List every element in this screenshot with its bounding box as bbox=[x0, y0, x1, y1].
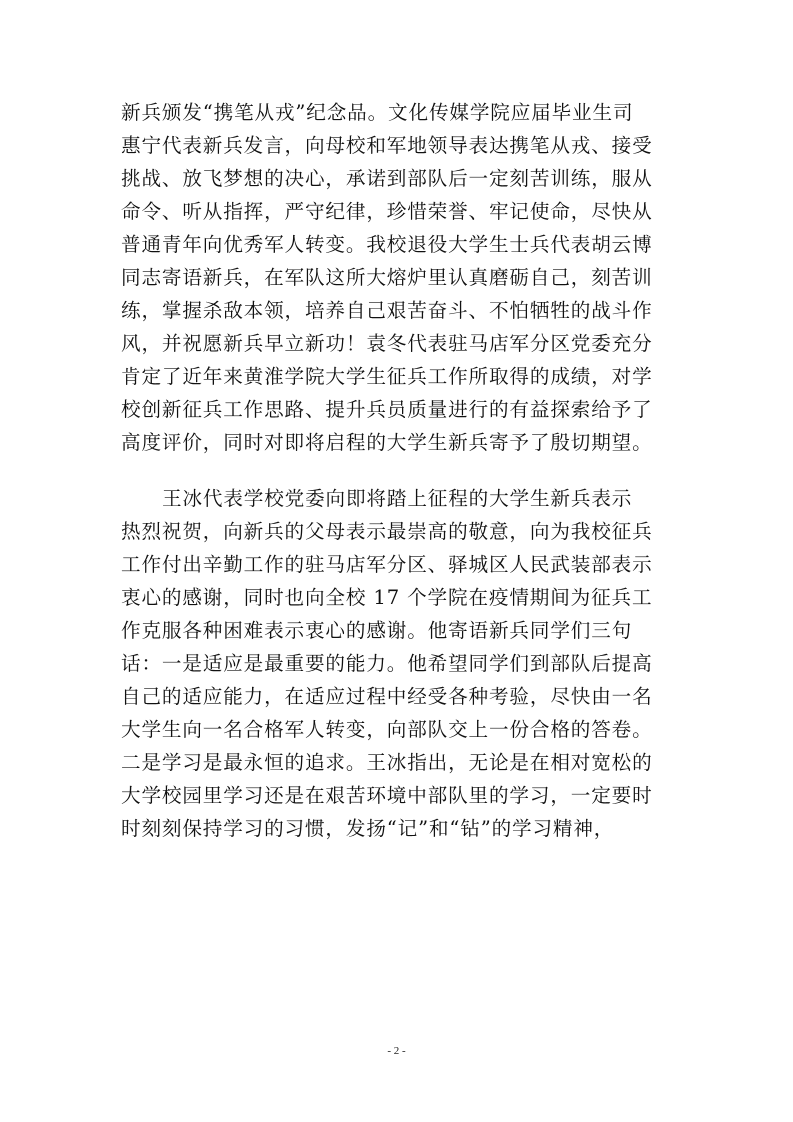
text-line: 热烈祝贺，向新兵的父母表示最崇高的敬意，向为我校征兵 bbox=[121, 520, 653, 543]
text-line: 练，掌握杀敌本领，培养自己艰苦奋斗、不怕牺牲的战斗作 bbox=[121, 299, 653, 322]
text-line: 命令、听从指挥，严守纪律，珍惜荣誉、牢记使命，尽快从 bbox=[121, 200, 653, 223]
text-line: 新兵颁发“携笔从戎”纪念品。文化传媒学院应届毕业生司 bbox=[121, 101, 634, 124]
text-line: 大学生向一名合格军人转变，向部队交上一份合格的答卷。 bbox=[121, 718, 653, 741]
text-line: 同志寄语新兵，在军队这所大熔炉里认真磨砺自己，刻苦训 bbox=[121, 266, 653, 289]
text-line: 普通青年向优秀军人转变。我校退役大学生士兵代表胡云博 bbox=[121, 233, 653, 256]
text-line: 二是学习是最永恒的追求。王冰指出，无论是在相对宽松的 bbox=[121, 751, 653, 774]
text-line: 校创新征兵工作思路、提升兵员质量进行的有益探索给予了 bbox=[121, 398, 653, 421]
paragraph-gap bbox=[121, 459, 676, 482]
text-line: 衷心的感谢，同时也向全校 17 个学院在疫情期间为征兵工 bbox=[121, 586, 653, 609]
body-text bbox=[121, 96, 676, 845]
text-line: 高度评价，同时对即将启程的大学生新兵寄予了殷切期望。 bbox=[121, 431, 653, 454]
text-line: 大学校园里学习还是在艰苦环境中部队里的学习，一定要时 bbox=[121, 784, 653, 807]
text-line-indented: 王冰代表学校党委向即将踏上征程的大学生新兵表示 bbox=[162, 487, 633, 510]
text-line: 惠宁代表新兵发言，向母校和军地领导表达携笔从戎、接受 bbox=[121, 134, 653, 157]
text-line: 时刻刻保持学习的习惯，发扬“记”和“钻”的学习精神， bbox=[121, 817, 615, 840]
text-line: 肯定了近年来黄淮学院大学生征兵工作所取得的成绩，对学 bbox=[121, 365, 653, 388]
text-line: 工作付出辛勤工作的驻马店军分区、驿城区人民武装部表示 bbox=[121, 553, 653, 576]
text-line: 作克服各种困难表示衷心的感谢。他寄语新兵同学们三句 bbox=[121, 619, 633, 642]
text-line: 风，并祝愿新兵早立新功！袁冬代表驻马店军分区党委充分 bbox=[121, 332, 653, 355]
text-line: 自己的适应能力，在适应过程中经受各种考验，尽快由一名 bbox=[121, 685, 653, 708]
text-line: 话：一是适应是最重要的能力。他希望同学们到部队后提高 bbox=[121, 652, 653, 675]
paragraph-2 bbox=[121, 482, 676, 845]
page-number: - 2 - bbox=[387, 1045, 406, 1057]
text-line: 挑战、放飞梦想的决心，承诺到部队后一定刻苦训练，服从 bbox=[121, 167, 653, 190]
paragraph-1 bbox=[121, 96, 676, 459]
